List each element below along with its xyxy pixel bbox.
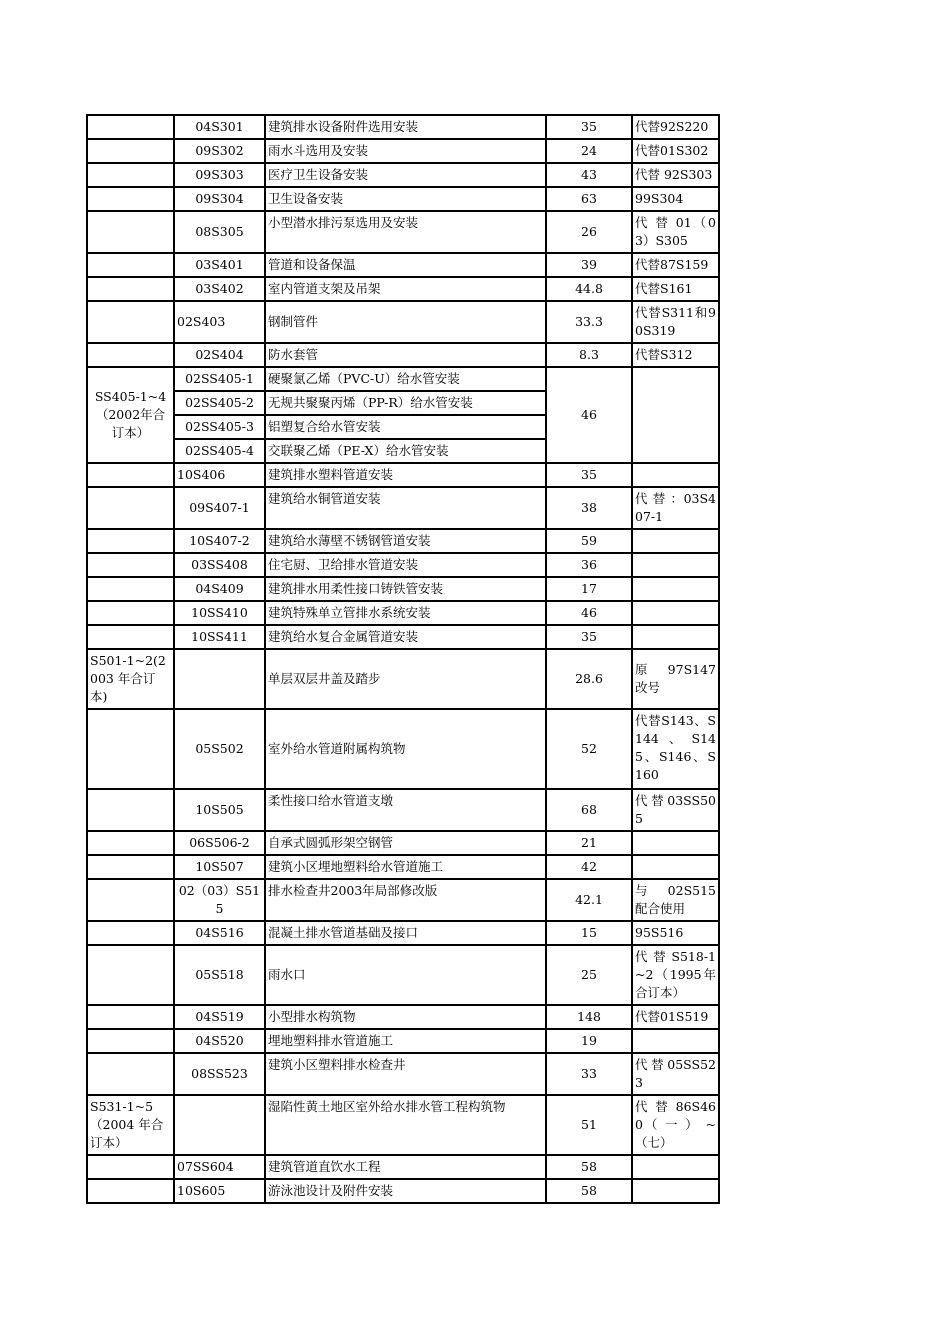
name-cell: 硬聚氯乙烯（PVC-U）给水管安装 [265,367,546,391]
name-cell: 建筑特殊单立管排水系统安装 [265,601,546,625]
note-cell: 代替S161 [632,277,719,301]
note-cell [632,367,719,463]
note-cell: 代 替 S518-1~2（1995年合订本） [632,945,719,1005]
note-cell [632,529,719,553]
pages-cell: 19 [546,1029,632,1053]
note-cell: 代替03SS505 [632,789,719,831]
series-cell [87,115,174,139]
pages-cell: 33 [546,1053,632,1095]
name-cell: 雨水斗选用及安装 [265,139,546,163]
code-cell: 02SS405-2 [174,391,265,415]
table-row [87,1029,719,1053]
table-row [87,1005,719,1029]
note-cell: 代替S143、S144、S145、S146、S160 [632,709,719,789]
table-row [87,253,719,277]
code-cell: 02（03）S515 [174,879,265,921]
name-cell: 防水套管 [265,343,546,367]
pages-cell: 33.3 [546,301,632,343]
table-row [87,831,719,855]
code-cell: 10S407-2 [174,529,265,553]
code-cell: 03SS408 [174,553,265,577]
note-cell [632,577,719,601]
pages-cell: 63 [546,187,632,211]
name-cell: 建筑管道直饮水工程 [265,1155,546,1179]
code-cell: 04S516 [174,921,265,945]
name-cell: 住宅厨、卫给排水管道安装 [265,553,546,577]
note-cell [632,855,719,879]
series-cell [87,301,174,343]
code-cell: 10S505 [174,789,265,831]
pages-cell: 148 [546,1005,632,1029]
pages-cell: 42.1 [546,879,632,921]
series-cell [87,577,174,601]
pages-cell: 35 [546,115,632,139]
code-cell: 08SS523 [174,1053,265,1095]
pages-cell: 42 [546,855,632,879]
code-cell: 02S403 [174,301,265,343]
note-cell: 代替S312 [632,343,719,367]
pages-cell: 36 [546,553,632,577]
pages-cell: 52 [546,709,632,789]
pages-cell: 8.3 [546,343,632,367]
name-cell: 铝塑复合给水管安装 [265,415,546,439]
table-row [87,553,719,577]
note-cell: 95S516 [632,921,719,945]
series-cell [87,625,174,649]
name-cell: 排水检查井2003年局部修改版 [265,879,546,921]
name-cell: 建筑小区埋地塑料给水管道施工 [265,855,546,879]
name-cell: 小型潜水排污泵选用及安装 [265,211,546,253]
table-row [87,463,719,487]
pages-cell: 35 [546,625,632,649]
table-row [87,343,719,367]
code-cell: 07SS604 [174,1155,265,1179]
pages-cell: 58 [546,1155,632,1179]
pages-cell: 17 [546,577,632,601]
note-cell [632,553,719,577]
code-cell: 02SS405-4 [174,439,265,463]
pages-cell: 25 [546,945,632,1005]
series-cell [87,553,174,577]
series-cell [87,211,174,253]
note-cell [632,625,719,649]
note-cell: 99S304 [632,187,719,211]
pages-cell: 26 [546,211,632,253]
name-cell: 建筑排水用柔性接口铸铁管安装 [265,577,546,601]
series-cell [87,855,174,879]
series-cell [87,253,174,277]
series-cell [87,139,174,163]
table-row [87,709,719,789]
name-cell: 雨水口 [265,945,546,1005]
note-cell [632,463,719,487]
name-cell: 钢制管件 [265,301,546,343]
series-cell [87,879,174,921]
name-cell: 埋地塑料排水管道施工 [265,1029,546,1053]
series-cell [87,277,174,301]
note-cell [632,1179,719,1203]
code-cell: 05S518 [174,945,265,1005]
pages-cell: 38 [546,487,632,529]
name-cell: 柔性接口给水管道支墩 [265,789,546,831]
code-cell [174,649,265,709]
name-cell: 管道和设备保温 [265,253,546,277]
note-cell: 代 替 86S460（ 一 ） ~（七） [632,1095,719,1155]
table-row [87,187,719,211]
name-cell: 建筑给水薄壁不锈钢管道安装 [265,529,546,553]
pages-cell: 39 [546,253,632,277]
code-cell: 04S409 [174,577,265,601]
series-cell [87,187,174,211]
name-cell: 室内管道支架及吊架 [265,277,546,301]
table-row [87,577,719,601]
note-cell [632,831,719,855]
name-cell: 混凝土排水管道基础及接口 [265,921,546,945]
code-cell: 04S520 [174,1029,265,1053]
pages-cell: 35 [546,463,632,487]
pages-cell: 46 [546,601,632,625]
name-cell: 单层双层井盖及踏步 [265,649,546,709]
series-cell [87,921,174,945]
series-cell [87,1179,174,1203]
pages-cell: 46 [546,367,632,463]
code-cell: 10SS411 [174,625,265,649]
series-cell [87,163,174,187]
code-cell [174,1095,265,1155]
name-cell: 小型排水构筑物 [265,1005,546,1029]
name-cell: 建筑给水铜管道安装 [265,487,546,529]
series-cell [87,709,174,789]
pages-cell: 43 [546,163,632,187]
table-row [87,487,719,529]
series-cell [87,529,174,553]
note-cell: 代替01S302 [632,139,719,163]
note-cell: 代 替 01（03）S305 [632,211,719,253]
note-cell: 代替05SS523 [632,1053,719,1095]
code-cell: 09S304 [174,187,265,211]
code-cell: 09S303 [174,163,265,187]
code-cell: 08S305 [174,211,265,253]
name-cell: 建筑给水复合金属管道安装 [265,625,546,649]
note-cell [632,601,719,625]
code-cell: 06S506-2 [174,831,265,855]
series-cell [87,1155,174,1179]
table-row [87,1095,719,1155]
table-row [87,301,719,343]
pages-cell: 68 [546,789,632,831]
name-cell: 卫生设备安装 [265,187,546,211]
series-cell [87,945,174,1005]
code-cell: 02SS405-3 [174,415,265,439]
series-group-cell: SS405-1~4（2002年合订本） [87,367,174,463]
table-row [87,115,719,139]
note-cell: 代替87S159 [632,253,719,277]
code-cell: 10S605 [174,1179,265,1203]
note-cell: 代替92S220 [632,115,719,139]
name-cell: 无规共聚聚丙烯（PP-R）给水管安装 [265,391,546,415]
table-row [87,1155,719,1179]
table-row [87,1053,719,1095]
pages-cell: 51 [546,1095,632,1155]
series-cell [87,789,174,831]
code-cell: 03S402 [174,277,265,301]
series-cell [87,487,174,529]
name-cell: 医疗卫生设备安装 [265,163,546,187]
code-cell: 10S507 [174,855,265,879]
series-group-cell: S531-1~5（2004 年合订本） [87,1095,174,1155]
table-row [87,789,719,831]
code-cell: 05S502 [174,709,265,789]
name-cell: 室外给水管道附属构筑物 [265,709,546,789]
pages-cell: 28.6 [546,649,632,709]
code-cell: 09S407-1 [174,487,265,529]
pages-cell: 59 [546,529,632,553]
table-row [87,529,719,553]
pages-cell: 15 [546,921,632,945]
note-cell: 代替01S519 [632,1005,719,1029]
code-cell: 10SS410 [174,601,265,625]
name-cell: 湿陷性黄土地区室外给水排水管工程构筑物 [265,1095,546,1155]
series-group-cell: S501-1~2(2003 年合订本) [87,649,174,709]
name-cell: 游泳池设计及附件安装 [265,1179,546,1203]
series-cell [87,1005,174,1029]
code-cell: 10S406 [174,463,265,487]
name-cell: 建筑排水塑料管道安装 [265,463,546,487]
code-cell: 02SS405-1 [174,367,265,391]
note-cell: 代替 92S303 [632,163,719,187]
note-cell [632,1029,719,1053]
pages-cell: 24 [546,139,632,163]
note-cell: 与 02S515 配合使用 [632,879,719,921]
series-cell [87,463,174,487]
code-cell: 02S404 [174,343,265,367]
table-row [87,945,719,1005]
table-row [87,649,719,709]
note-cell [632,1155,719,1179]
name-cell: 自承式圆弧形架空钢管 [265,831,546,855]
table-row [87,277,719,301]
name-cell: 交联聚乙烯（PE-X）给水管安装 [265,439,546,463]
code-cell: 03S401 [174,253,265,277]
code-cell: 04S519 [174,1005,265,1029]
table-row [87,921,719,945]
pages-cell: 44.8 [546,277,632,301]
series-cell [87,1029,174,1053]
table-row [87,1179,719,1203]
table-row [87,367,719,391]
series-cell [87,343,174,367]
pages-cell: 58 [546,1179,632,1203]
table-row [87,879,719,921]
name-cell: 建筑排水设备附件选用安装 [265,115,546,139]
table-row [87,625,719,649]
note-cell: 代替S311和90S319 [632,301,719,343]
table-row [87,211,719,253]
series-cell [87,831,174,855]
table-row [87,601,719,625]
table-row [87,163,719,187]
code-cell: 09S302 [174,139,265,163]
table-row [87,139,719,163]
standards-table [86,114,720,1204]
pages-cell: 21 [546,831,632,855]
series-cell [87,1053,174,1095]
name-cell: 建筑小区塑料排水检查井 [265,1053,546,1095]
note-cell: 代 替 ：03S407-1 [632,487,719,529]
table-row [87,855,719,879]
note-cell: 原 97S147 改号 [632,649,719,709]
code-cell: 04S301 [174,115,265,139]
series-cell [87,601,174,625]
